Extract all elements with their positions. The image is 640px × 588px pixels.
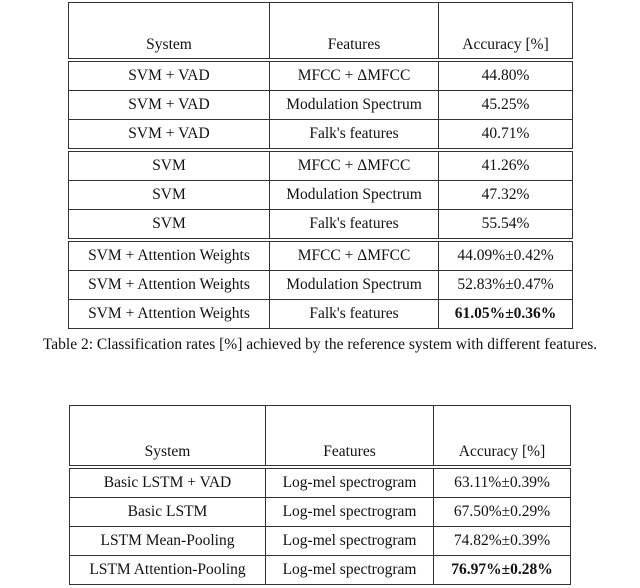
table-row [69,181,573,210]
cell-system: LSTM Attention-Pooling [70,556,266,585]
cell-system: SVM + Attention Weights [69,300,270,329]
cell-features: Log-mel spectrogram [266,469,434,498]
table-row [69,271,573,300]
table-row [70,469,571,498]
cell-features: Modulation Spectrum [270,271,439,300]
cell-features: Modulation Spectrum [270,181,439,210]
cell-accuracy: 44.09%±0.42% [439,242,573,271]
header-features: Features [266,406,434,466]
cell-features: Falk's features [270,120,439,149]
cell-accuracy: 74.82%±0.39% [434,527,571,556]
table-row [69,300,573,329]
cell-system: SVM + Attention Weights [69,242,270,271]
cell-accuracy: 45.25% [439,91,573,120]
cell-features: Log-mel spectrogram [266,527,434,556]
cell-system: SVM + Attention Weights [69,271,270,300]
cell-system: SVM [69,152,270,181]
cell-system: SVM [69,181,270,210]
cell-system: SVM [69,210,270,239]
cell-features: MFCC + ΔMFCC [270,242,439,271]
row-group [68,151,573,239]
table-row [69,91,573,120]
cell-accuracy: 40.71% [439,120,573,149]
header-features: Features [270,3,439,59]
cell-system: LSTM Mean-Pooling [70,527,266,556]
cell-system: Basic LSTM + VAD [70,469,266,498]
cell-features: Falk's features [270,300,439,329]
cell-accuracy: 44.80% [439,62,573,91]
cell-features: Falk's features [270,210,439,239]
cell-system: Basic LSTM [70,498,266,527]
cell-features: MFCC + ΔMFCC [270,62,439,91]
table-row [69,210,573,239]
cell-accuracy: 67.50%±0.29% [434,498,571,527]
table-row [69,242,573,271]
row-group [68,241,573,329]
cell-accuracy: 52.83%±0.47% [439,271,573,300]
cell-accuracy: 61.05%±0.36% [439,300,573,329]
cell-system: SVM + VAD [69,62,270,91]
table-row [70,498,571,527]
row-group [68,61,573,149]
cell-accuracy: 55.54% [439,210,573,239]
cell-accuracy: 63.11%±0.39% [434,469,571,498]
header-row [68,2,573,59]
cell-accuracy: 41.26% [439,152,573,181]
cell-features: Modulation Spectrum [270,91,439,120]
header-system: System [69,3,270,59]
cell-system: SVM + VAD [69,91,270,120]
table-classification-reference [68,2,572,329]
table-row [69,62,573,91]
cell-features: Log-mel spectrogram [266,498,434,527]
cell-accuracy: 47.32% [439,181,573,210]
row-group [69,468,571,585]
table-caption: Table 2: Classification rates [%] achieved by the reference system with different features. [42,336,598,353]
table-row [70,556,571,585]
table-classification-lstm [69,405,570,585]
header-row [69,405,571,466]
table-row [69,120,573,149]
cell-features: MFCC + ΔMFCC [270,152,439,181]
table-row [69,152,573,181]
header-accuracy: Accuracy [%] [439,3,573,59]
header-system: System [70,406,266,466]
table-row [70,527,571,556]
cell-system: SVM + VAD [69,120,270,149]
header-accuracy: Accuracy [%] [434,406,571,466]
cell-features: Log-mel spectrogram [266,556,434,585]
cell-accuracy: 76.97%±0.28% [434,556,571,585]
